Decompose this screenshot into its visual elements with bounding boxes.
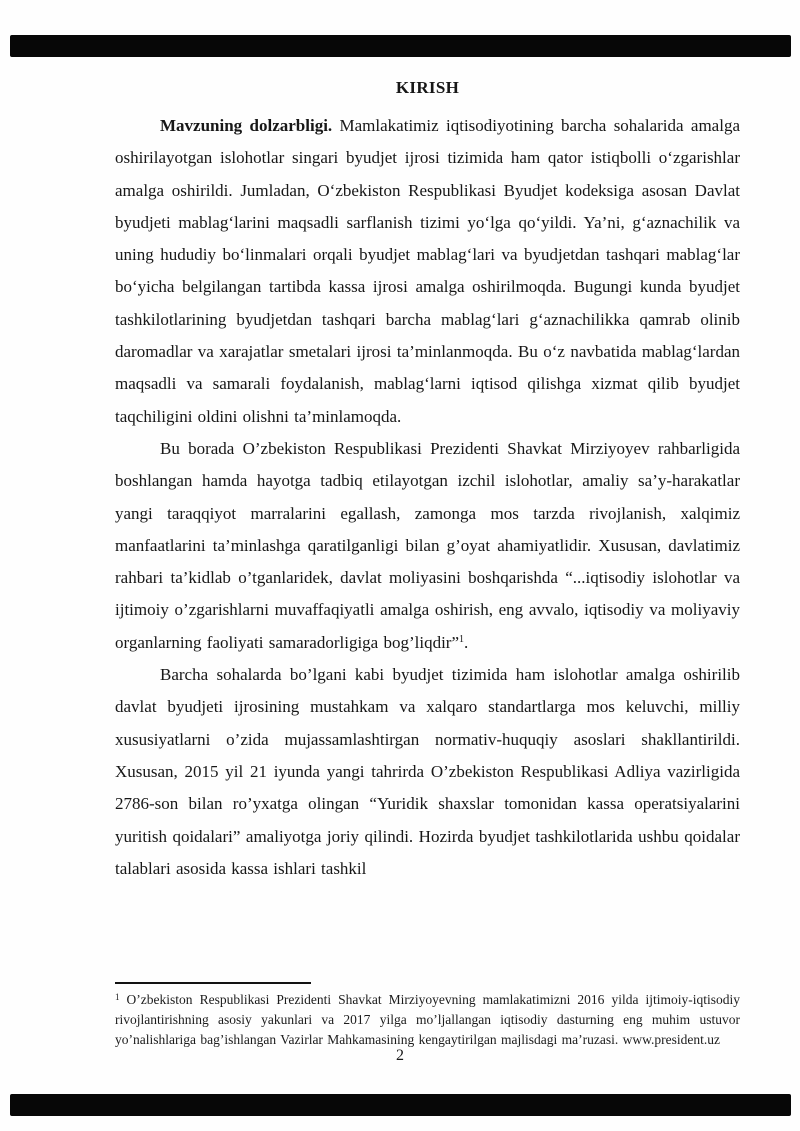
paragraph-1-text: Mamlakatimiz iqtisodiyotining barcha sohalarida amalga oshirilayotgan islohotlar singari byudjet ijrosi tizimida ham qator istiqbolli o‘zgarishlar amalga oshirildi. Jumladan, O‘zbekiston Respublikasi Byudjet kodeksiga asosan Davlat byudjeti mablag‘larini maqsadli sarflanish tizimi yo‘lga qo‘yildi. Ya’ni, g‘aznachilik va uning hududiy bo‘linmalari orqali byudjet mablag‘lari va byudjetdan tashqari mablag‘lar bo‘yicha belgilangan tartibda kassa ijrosi amalga oshirilmoqda. Bugungi kunda byudjet tashkilotlarining byudjetdan tashqari barcha mablag‘lari g‘aznachilikka qamrab olinib daromadlar va xarajatlar smetalari ijrosi ta’minlanmoqda. Bu o‘z navbatida mablag‘lardan maqsadli va samarali foydalanish, mablag‘larni iqtisod qilishga xizmat qilib byudjet taqchiligini oldini olishni ta’minlamoqda.: [115, 116, 740, 426]
paragraph-2-text: Bu borada O’zbekiston Respublikasi Prezidenti Shavkat Mirziyoyev rahbarligida boshlangan hamda hayotga tadbiq etilayotgan izchil islohotlar, amaliy sa’y-harakatlar yangi taraqqiyot marralarini egallash, zamonga mos tarzda rivojlanish, xalqimiz manfaatlarini ta’minlashga qaratilganligi bilan g’oyat ahamiyatlidir. Xususan, davlatimiz rahbari ta’kidlab o’tganlaridek, davlat moliyasini boshqarishda “...iqtisodiy islohotlar va ijtimoiy o’zgarishlarni muvaffaqiyatli amalga oshirish, eng avvalo, iqtisodiy va moliyaviy organlarning faoliyati samaradorligiga bog’liqdir”: [115, 438, 740, 652]
footnote-number: 1: [115, 992, 120, 1002]
paragraph-topicality: [115, 110, 740, 433]
footnote-separator-rule: [115, 982, 311, 984]
paragraph-president-quote: [115, 433, 740, 659]
paragraph-reforms: [115, 659, 740, 885]
page-number: 2: [396, 1047, 404, 1064]
scan-artifact-bar-top: [10, 35, 791, 57]
scan-artifact-bar-bottom: [10, 1094, 791, 1116]
paragraph-lead-bold: Mavzuning dolzarbligi.: [160, 116, 333, 135]
paragraph-2-period: .: [464, 632, 469, 652]
paragraph-3-text: Barcha sohalarda bo’lgani kabi byudjet tizimida ham islohotlar amalga oshirilib davlat byudjeti ijrosining mustahkam va xalqaro standartlarga mos keluvchi, milliy xususiyatlarni o’zida mujassamlashtirgan normativ-huquqiy asoslari shakllantirildi. Xususan, 2015 yil 21 iyunda yangi tahrirda O’zbekiston Respublikasi Adliya vazirligida 2786-son bilan ro’yxatga olingan “Yuridik shaxslar tomonidan kassa operatsiyalarini yuritish qoidalari” amaliyotga joriy qilindi. Hozirda byudjet tashkilotlarida ushbu qoidalar talablari asosida kassa ishlari tashkil: [115, 665, 740, 878]
footnote: [115, 990, 740, 1050]
footnote-text: O’zbekiston Respublikasi Prezidenti Shavkat Mirziyoyevning mamlakatimizni 2016 yilda ijtimoiy-iqtisodiy rivojlantirishning asosiy yakunlari va 2017 yilga mo’ljallangan iqtisodiy dasturning eng muhim ustuvor yo’nalishlariga bag’ishlangan Vazirlar Mahkamasining kengaytirilgan majlisdagi ma’ruzasi. www.president.uz: [115, 992, 741, 1047]
page-title: KIRISH: [395, 78, 460, 97]
page-body: [115, 78, 740, 885]
footnote-reference-marker: 1: [459, 633, 464, 645]
